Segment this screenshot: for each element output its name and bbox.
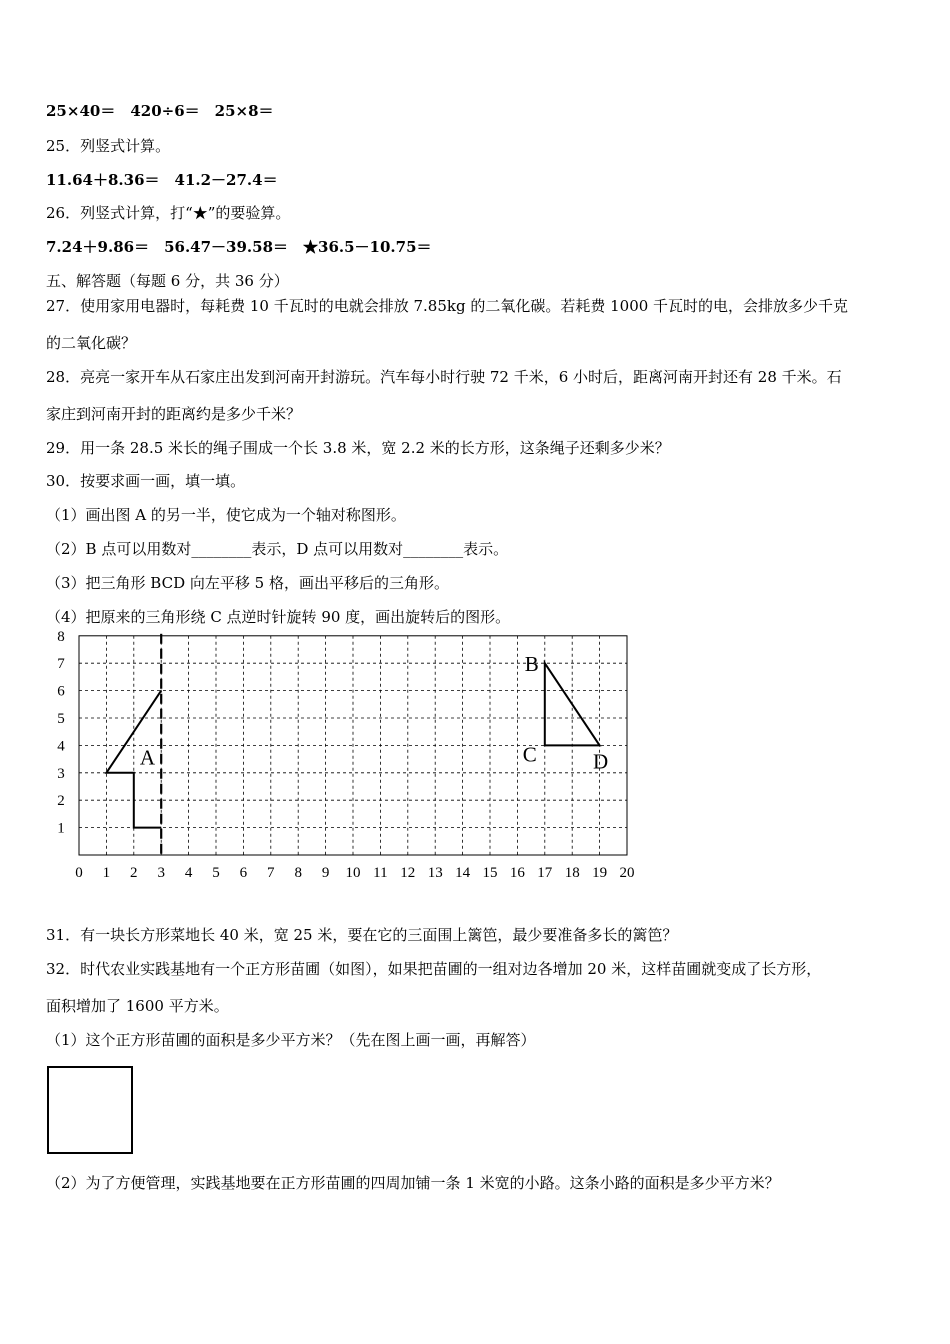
question-32-part1: （1）这个正方形苗圃的面积是多少平方米？（先在图上画一画，再解答） <box>46 1031 536 1049</box>
x-tick-label: 0 <box>75 865 83 881</box>
x-tick-label: 8 <box>294 865 302 881</box>
question-31: 31．有一块长方形菜地长 40 米，宽 25 米，要在它的三面围上篱笆，最少要准备多长的篱笆？ <box>46 926 678 944</box>
question-30-part3: （3）把三角形 BCD 向左平移 5 格，画出平移后的三角形。 <box>46 574 449 592</box>
y-tick-label: 2 <box>57 793 65 810</box>
question-29: 29．用一条 28.5 米长的绳子围成一个长 3.8 米，宽 2.2 米的长方形，这条绳子还剩多少米？ <box>46 439 670 457</box>
x-tick-label: 15 <box>482 865 498 881</box>
question-30-part4: （4）把原来的三角形绕 C 点逆时针旋转 90 度，画出旋转后的图形。 <box>46 608 511 626</box>
question-30-part2: （2）B 点可以用数对________表示，D 点可以用数对________表示。 <box>46 540 509 558</box>
section-5-heading: 五、解答题（每题 6 分，共 36 分） <box>46 272 289 290</box>
x-tick-label: 9 <box>321 865 330 881</box>
y-tick-label: 8 <box>57 628 65 645</box>
x-tick-label: 18 <box>564 865 580 881</box>
y-tick-label: 5 <box>57 711 65 727</box>
figure-a-label: A <box>139 745 156 770</box>
question-25: 25．列竖式计算。 <box>46 137 171 155</box>
x-tick-label: 16 <box>509 865 525 881</box>
question-26: 26．列竖式计算，打“★”的要验算。 <box>46 204 291 222</box>
question-25-expressions: 11.64＋8.36＝ 41.2－27.4＝ <box>46 171 278 189</box>
y-tick-label: 6 <box>57 683 65 700</box>
question-30-part1: （1）画出图 A 的另一半，使它成为一个轴对称图形。 <box>46 506 406 524</box>
question-30: 30．按要求画一画，填一填。 <box>46 472 246 490</box>
question-26-expressions: 7.24＋9.86＝ 56.47－39.58＝ ★36.5－10.75＝ <box>46 238 432 256</box>
question-28-line1: 28．亮亮一家开车从石家庄出发到河南开封游玩。汽车每小时行驶 72 千米，6 小时后，距离河南开封还有 28 千米。石 <box>46 368 842 386</box>
square-nursery-figure <box>47 1066 133 1154</box>
coordinate-grid <box>50 628 640 893</box>
x-tick-label: 6 <box>239 865 248 881</box>
question-32-line1: 32．时代农业实践基地有一个正方形苗圃（如图），如果把苗圃的一组对边各增加 20 米，这样苗圃就变成了长方形， <box>46 960 822 978</box>
vertex-label-d: D <box>593 749 609 774</box>
x-tick-label: 17 <box>537 865 553 881</box>
x-tick-label: 11 <box>373 865 388 881</box>
y-tick-label: 7 <box>57 656 65 673</box>
x-tick-label: 12 <box>400 865 416 881</box>
question-32-part2: （2）为了方便管理，实践基地要在正方形苗圃的四周加铺一条 1 米宽的小路。这条小路的面积是多少平方米？ <box>46 1174 780 1192</box>
question-32-line2: 面积增加了 1600 平方米。 <box>46 997 229 1015</box>
x-tick-label: 10 <box>345 865 361 881</box>
y-tick-label: 3 <box>57 765 65 782</box>
x-tick-label: 4 <box>184 865 193 881</box>
x-tick-label: 5 <box>212 865 220 881</box>
x-tick-label: 13 <box>427 865 443 881</box>
line-oral-calc: 25×40＝ 420÷6＝ 25×8＝ <box>46 102 274 120</box>
y-tick-label: 1 <box>57 820 65 837</box>
vertex-label-c: C <box>522 742 537 767</box>
x-tick-label: 3 <box>157 865 165 881</box>
x-tick-label: 2 <box>130 865 138 881</box>
question-28-line2: 家庄到河南开封的距离约是多少千米？ <box>46 405 302 423</box>
question-27-line1: 27．使用家用电器时，每耗费 10 千瓦时的电就会排放 7.85kg 的二氧化碳。若耗费 1000 千瓦时的电，会排放多少千克 <box>46 297 849 315</box>
question-27-line2: 的二氧化碳？ <box>46 334 137 352</box>
vertex-label-b: B <box>524 652 539 677</box>
x-tick-label: 14 <box>455 865 471 881</box>
x-tick-label: 20 <box>619 865 635 881</box>
y-tick-label: 4 <box>57 738 65 755</box>
x-tick-label: 1 <box>102 865 111 881</box>
x-tick-label: 7 <box>267 865 275 881</box>
x-tick-label: 19 <box>592 865 608 881</box>
